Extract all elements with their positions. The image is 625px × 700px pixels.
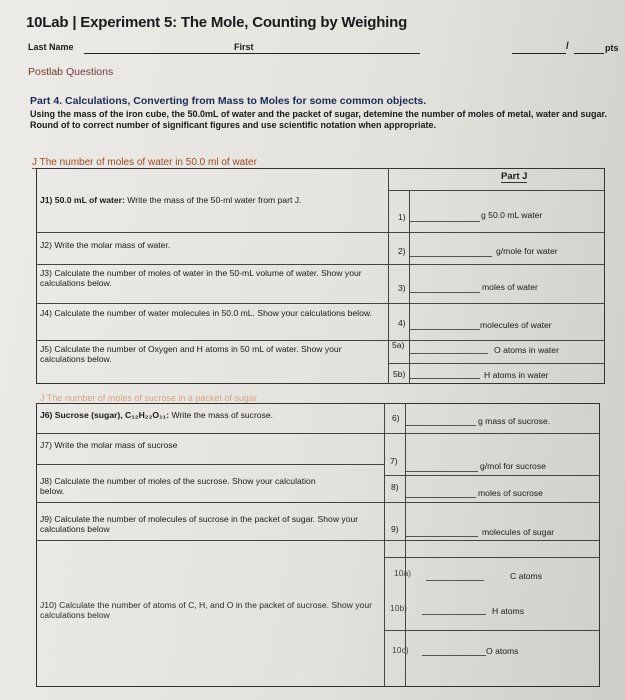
score-field[interactable]	[512, 53, 566, 54]
answer-field-10c[interactable]	[422, 655, 486, 656]
answer-unit-5b: H atoms in water	[484, 370, 549, 380]
answer-unit-5a: O atoms in water	[494, 345, 559, 355]
first-name-label: First	[234, 42, 254, 52]
answer-field-5b[interactable]	[410, 378, 480, 379]
sucrose-col-divider	[384, 403, 385, 687]
answer-unit-9: molecules of sugar	[482, 527, 555, 537]
answer-num-6: 6)	[392, 413, 400, 423]
last-name-label: Last Name	[28, 42, 74, 52]
answer-num-5b: 5b)	[393, 369, 406, 379]
answer-unit-2: g/mole for water	[496, 246, 558, 256]
answer-unit-8: moles of sucrose	[478, 488, 543, 498]
question-j4: J4) Calculate the number of water molecules in 50.0 mL. Show your calculations below.	[40, 308, 372, 318]
sucrose-section-heading: J The number of moles of sucrose in a packet of sugar	[40, 393, 257, 403]
postlab-heading: Postlab Questions	[28, 66, 114, 78]
answer-unit-6: g mass of sucrose.	[478, 416, 551, 426]
question-j1: J1) 50.0 mL of water: Write the mass of the 50-ml water from part J.	[40, 195, 302, 205]
answer-unit-10b: H atoms	[492, 606, 524, 616]
answer-unit-7: g/mol for sucrose	[480, 461, 546, 471]
sucrose-row-line	[36, 433, 600, 434]
answer-num-8: 8)	[391, 482, 399, 492]
first-name-field[interactable]	[260, 53, 420, 54]
answer-field-2[interactable]	[410, 256, 492, 257]
answer-num-5a: 5a)	[392, 340, 405, 350]
water-row-line	[388, 363, 605, 364]
water-col-divider	[388, 168, 389, 384]
water-row-line	[36, 264, 605, 265]
answer-unit-4: molecules of water	[480, 320, 552, 330]
answer-num-10a: 10a)	[394, 568, 412, 578]
answer-num-3: 3)	[398, 283, 406, 293]
answer-num-10c: 10c)	[392, 645, 409, 655]
answer-num-9: 9)	[391, 524, 399, 534]
question-j6: J6) Sucrose (sugar), C₁₂H₂₂O₁₁: Write the mass of sucrose.	[40, 410, 274, 420]
question-j9: J9) Calculate the number of molecules of sucrose in the packet of sugar. Show your calculations below	[40, 514, 359, 534]
question-j5: J5) Calculate the number of Oxygen and H atoms in 50 mL of water. Show your calculations below.	[40, 344, 342, 364]
question-j8: J8) Calculate the number of moles of the sucrose. Show your calculation below.	[40, 476, 316, 496]
sucrose-row-line	[384, 630, 600, 631]
answer-num-2: 2)	[398, 246, 406, 256]
score-slash: /	[566, 41, 569, 52]
water-row-line	[36, 232, 605, 233]
sucrose-row-line	[36, 540, 600, 541]
answer-field-8[interactable]	[406, 497, 476, 498]
total-points-field[interactable]	[574, 53, 604, 54]
part4-title: Part 4. Calculations, Converting from Mass to Moles for some common objects.	[30, 95, 427, 107]
water-row-line	[36, 340, 605, 341]
answer-field-10b[interactable]	[422, 614, 486, 615]
answer-field-3[interactable]	[410, 292, 480, 293]
answer-num-7: 7)	[390, 456, 398, 466]
points-label: pts	[605, 43, 619, 53]
sucrose-row-line	[384, 557, 600, 558]
last-name-field[interactable]	[84, 53, 262, 54]
question-j3: J3) Calculate the number of moles of water in the 50-mL volume of water. Show your calculations below.	[40, 268, 362, 288]
page-title: 10Lab | Experiment 5: The Mole, Counting by Weighing	[26, 14, 408, 31]
sucrose-row-line	[384, 475, 600, 476]
answer-field-7[interactable]	[406, 471, 478, 472]
answer-field-6[interactable]	[406, 425, 476, 426]
answer-num-1: 1)	[398, 212, 406, 222]
water-section-heading: J The number of moles of water in 50.0 ml of water	[32, 157, 257, 168]
part-j-label: Part J	[501, 171, 528, 182]
question-j10: J10) Calculate the number of atoms of C, H, and O in the packet of sucrose. Show your calculations below	[40, 600, 372, 620]
water-num-divider	[409, 190, 410, 384]
answer-field-4[interactable]	[410, 329, 480, 330]
name-row	[28, 42, 618, 58]
question-j7: J7) Write the molar mass of sucrose	[40, 440, 178, 450]
question-j2: J2) Write the molar mass of water.	[40, 240, 171, 250]
answer-num-10b: 10b)	[390, 603, 408, 613]
answer-unit-10a: C atoms	[510, 571, 542, 581]
answer-unit-10c: O atoms	[486, 646, 519, 656]
sucrose-row-line	[36, 502, 600, 503]
sucrose-row-line	[36, 464, 385, 465]
water-row-line	[36, 303, 605, 304]
answer-field-5a[interactable]	[410, 353, 488, 354]
answer-unit-1: g 50.0 mL water	[481, 210, 543, 220]
answer-field-1[interactable]	[410, 221, 480, 222]
answer-num-4: 4)	[398, 318, 406, 328]
water-part-row	[388, 190, 605, 191]
answer-unit-3: moles of water	[482, 282, 538, 292]
answer-field-9[interactable]	[406, 536, 478, 537]
part4-instructions: Using the mass of the iron cube, the 50.0mL of water and the packet of sugar, detemine the number of moles of metal, water and sugar. Round of to correct number of significant figures and use scientific notation when appropriate.	[30, 109, 607, 130]
answer-field-10a[interactable]	[426, 580, 484, 581]
